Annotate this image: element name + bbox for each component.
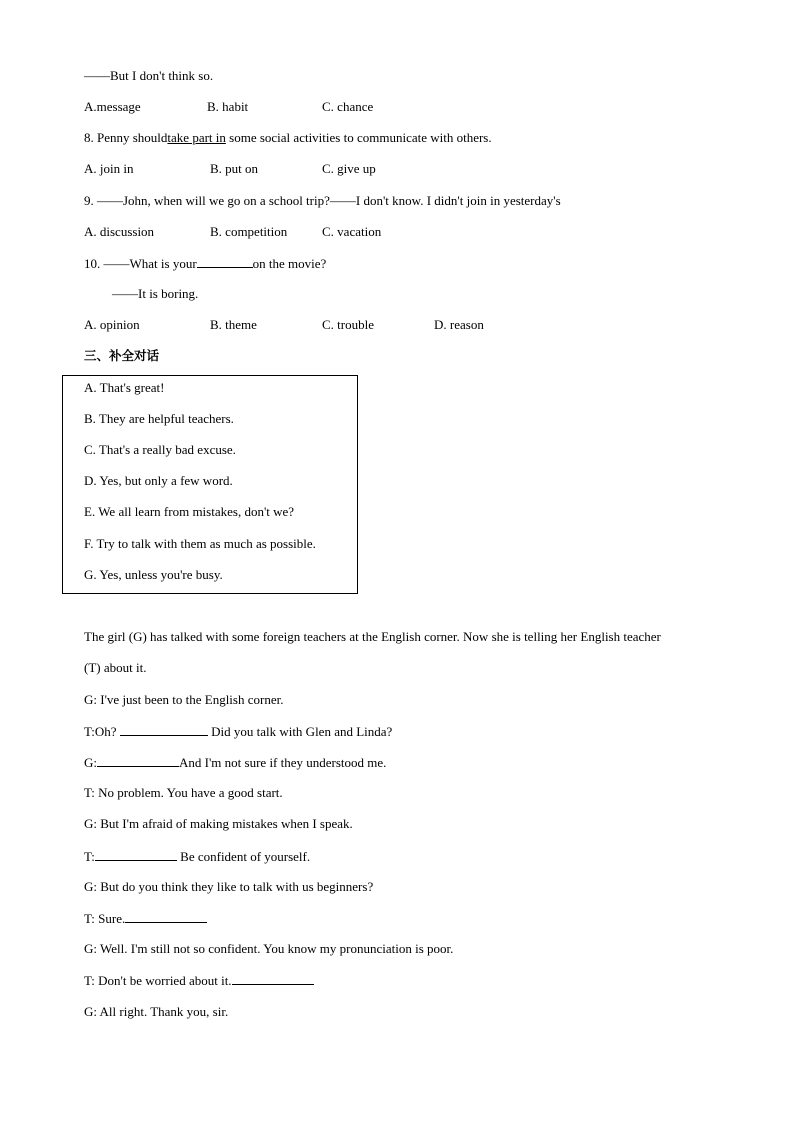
choice-d: D. Yes, but only a few word.	[84, 473, 233, 488]
q9-option-c: C. vacation	[322, 224, 382, 239]
dialogue-line-4: T: No problem. You have a good start.	[84, 785, 283, 800]
dialogue-line-8	[84, 910, 207, 927]
dialogue-line-3-post: And I'm not sure if they understood me.	[179, 755, 387, 770]
q8-number: 8.	[84, 130, 94, 145]
dialogue-line-11: G: All right. Thank you, sir.	[84, 1004, 229, 1019]
blank-5[interactable]	[232, 972, 314, 985]
dialogue-line-1: G: I've just been to the English corner.	[84, 692, 284, 707]
dialogue-line-2	[84, 723, 392, 740]
dialogue-line-2-pre: T:Oh?	[84, 724, 117, 739]
q8-underlined-phrase: take part in	[167, 130, 226, 145]
dialogue-line-9: G: Well. I'm still not so confident. You know my pronunciation is poor.	[84, 941, 454, 956]
q7-reply: ——But I don't think so.	[84, 68, 214, 83]
q10-option-d: D. reason	[434, 317, 484, 332]
q9-option-b: B. competition	[210, 224, 288, 239]
dialogue-line-5: G: But I'm afraid of making mistakes when I speak.	[84, 816, 353, 831]
q7-option-c: C. chance	[322, 99, 374, 114]
blank-1[interactable]	[120, 723, 208, 736]
q10-blank[interactable]	[197, 255, 253, 268]
q8-option-a: A. join in	[84, 161, 134, 176]
choice-b: B. They are helpful teachers.	[84, 411, 234, 426]
q10-reply: ——It is boring.	[112, 286, 199, 301]
choice-e: E. We all learn from mistakes, don't we?	[84, 504, 295, 519]
q10-post: on the movie?	[252, 256, 327, 271]
intro-line-2: (T) about it.	[84, 660, 147, 675]
dialogue-line-8-pre: T: Sure.	[84, 911, 126, 926]
choice-a: A. That's great!	[84, 380, 165, 395]
q8-stem	[84, 130, 492, 146]
choice-c: C. That's a really bad excuse.	[84, 442, 236, 457]
dialogue-line-10	[84, 972, 314, 989]
choice-f: F. Try to talk with them as much as possible.	[84, 536, 316, 551]
q10-pre: 10. ——What is your	[84, 256, 197, 271]
dialogue-line-3	[84, 754, 386, 771]
q7-option-a: A.message	[84, 99, 141, 114]
q8-pre: Penny should	[97, 130, 168, 145]
choice-g: G. Yes, unless you're busy.	[84, 567, 223, 582]
dialogue-line-7: G: But do you think they like to talk with us beginners?	[84, 879, 374, 894]
dialogue-line-6-post: Be confident of yourself.	[180, 849, 311, 864]
q8-option-b: B. put on	[210, 161, 259, 176]
dialogue-line-10-pre: T: Don't be worried about it.	[84, 973, 232, 988]
dialogue-line-6	[84, 848, 310, 865]
blank-2[interactable]	[97, 754, 179, 767]
q8-post: some social activities to communicate with others.	[229, 130, 492, 145]
section-heading: 三、补全对话	[84, 348, 160, 363]
blank-4[interactable]	[125, 910, 207, 923]
dialogue-line-2-post: Did you talk with Glen and Linda?	[211, 724, 393, 739]
intro-line-1: The girl (G) has talked with some foreign teachers at the English corner. Now she is telling her English teacher	[84, 629, 661, 644]
q9-option-a: A. discussion	[84, 224, 155, 239]
q10-option-c: C. trouble	[322, 317, 374, 332]
dialogue-line-6-pre: T:	[84, 849, 95, 864]
q10-option-a: A. opinion	[84, 317, 140, 332]
q10-stem	[84, 255, 326, 272]
q10-option-b: B. theme	[210, 317, 257, 332]
dialogue-line-3-pre: G:	[84, 755, 97, 770]
blank-3[interactable]	[95, 848, 177, 861]
q9-stem: 9. ——John, when will we go on a school trip?——I don't know. I didn't join in yesterday's	[84, 193, 561, 208]
q7-option-b: B. habit	[207, 99, 249, 114]
q8-option-c: C. give up	[322, 161, 376, 176]
